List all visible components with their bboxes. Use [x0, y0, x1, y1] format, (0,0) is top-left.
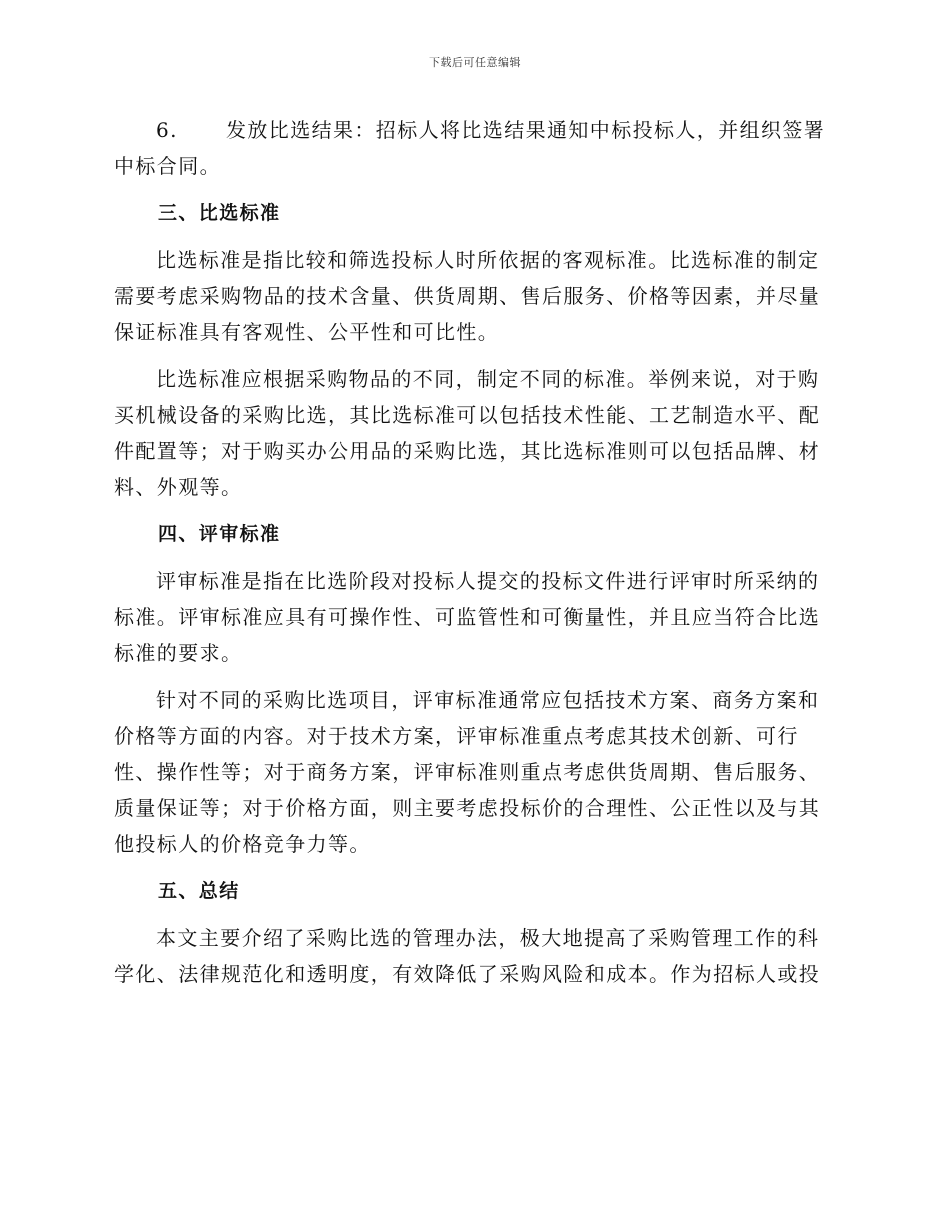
list-item-number: 6. — [156, 118, 178, 142]
section-heading-criteria: 三、比选标准 — [158, 202, 281, 224]
paragraph: 比选标准应根据采购物品的不同，制定不同的标准。举例来说，对于购买机械设备的采购比选，其比选标准可以包括技术性能、工艺制造水平、配件配置等；对于购买办公用品的采购比选，其比选标准则可以包括品牌、材料、外观等。 — [114, 367, 821, 499]
paragraph: 评审标准是指在比选阶段对投标人提交的投标文件进行评审时所采纳的标准。评审标准应具有可操作性、可监管性和可衡量性，并且应当符合比选标准的要求。 — [114, 569, 821, 665]
document-body — [114, 112, 834, 1003]
list-item-text: 发放比选结果：招标人将比选结果通知中标投标人，并组织签署中标合同。 — [114, 118, 826, 178]
page-header: 下载后可任意编辑 — [429, 56, 521, 69]
paragraph: 本文主要介绍了采购比选的管理办法，极大地提高了采购管理工作的科学化、法律规范化和透明度，有效降低了采购风险和成本。作为招标人或投 — [114, 926, 821, 986]
list-item-6 — [114, 112, 834, 184]
section-heading-summary: 五、总结 — [158, 880, 240, 902]
section-heading-review: 四、评审标准 — [158, 523, 281, 545]
paragraph: 比选标准是指比较和筛选投标人时所依据的客观标准。比选标准的制定需要考虑采购物品的技术含量、供货周期、售后服务、价格等因素，并尽量保证标准具有客观性、公平性和可比性。 — [114, 248, 821, 344]
paragraph: 针对不同的采购比选项目，评审标准通常应包括技术方案、商务方案和价格等方面的内容。对于技术方案，评审标准重点考虑其技术创新、可行性、操作性等；对于商务方案，评审标准则重点考虑供货周期、售后服务、质量保证等；对于价格方面，则主要考虑投标价的合理性、公正性以及与其他投标人的价格竞争力等。 — [114, 688, 821, 856]
